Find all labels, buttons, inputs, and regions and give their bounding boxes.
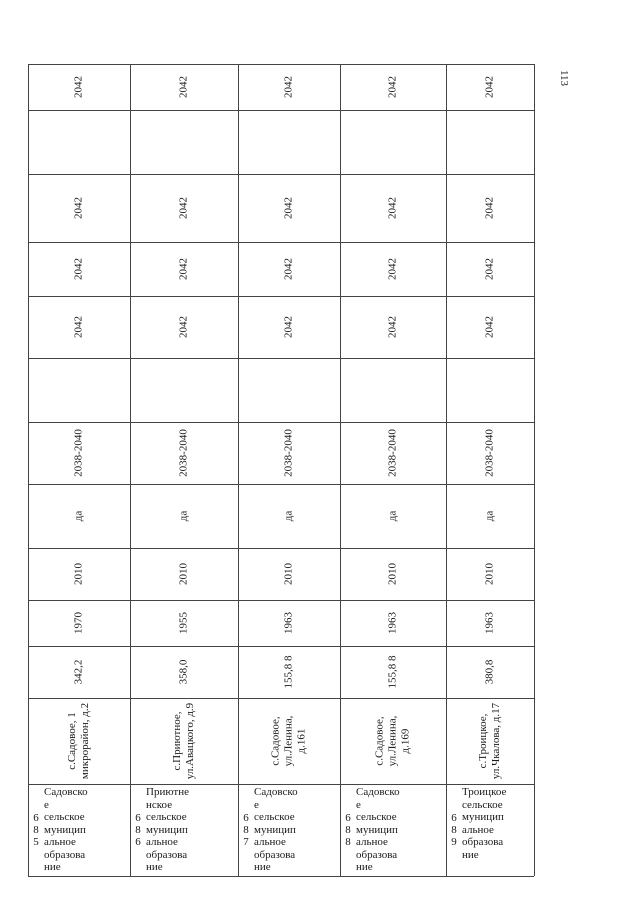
table-cell-y2: [238, 242, 340, 296]
table-cell-y3: [446, 174, 534, 242]
table-cell-year-repair: [340, 548, 446, 600]
table-cell-y4: [446, 110, 534, 174]
table-cell-period: [238, 422, 340, 484]
row-number-digit: 9: [451, 836, 457, 848]
municipality-name: [356, 786, 400, 874]
table-cell-flag: [446, 484, 534, 548]
y3-value: 2042: [386, 197, 399, 219]
table-cell-y5: [130, 64, 238, 110]
y5-value: 2042: [282, 76, 295, 98]
y3-value: 2042: [72, 197, 85, 219]
row-number-digit: 6: [451, 812, 457, 824]
y5-value: 2042: [386, 76, 399, 98]
year-repair-value: 2010: [282, 563, 295, 585]
municipality-line: альное: [462, 823, 494, 836]
municipality-name: [254, 786, 298, 874]
period-value: 2038-2040: [282, 429, 295, 477]
table-cell-flag: [28, 484, 130, 548]
row-number: [342, 812, 354, 848]
table-cell-area: [446, 646, 534, 698]
year-built-value: 1963: [282, 612, 295, 634]
municipality-line: альное: [146, 836, 178, 848]
year-built-value: 1955: [177, 612, 190, 634]
municipality-line: Садовско: [356, 786, 400, 798]
table-cell-y3: [238, 174, 340, 242]
table-cell-year-repair: [238, 548, 340, 600]
address-value: с.Садовое, ул.Ленина, д.161: [269, 715, 308, 767]
row-number: [240, 812, 252, 848]
period-value: 2038-2040: [386, 429, 399, 477]
y5-value: 2042: [177, 76, 190, 98]
row-number: [30, 812, 42, 848]
y1-value: 2042: [282, 316, 295, 338]
table-cell-municipality: [340, 784, 446, 876]
municipality-line: муницип: [254, 823, 296, 836]
table-cell-area: [28, 646, 130, 698]
y1-value: 2042: [177, 316, 190, 338]
year-repair-value: 2010: [72, 563, 85, 585]
period-value: 2038-2040: [72, 429, 85, 477]
y1-value: 2042: [72, 316, 85, 338]
table-cell-col-empty: [340, 358, 446, 422]
flag-value: да: [177, 510, 190, 522]
year-repair-value: 2010: [386, 563, 399, 585]
table-rule: [534, 64, 535, 876]
municipality-line: ние: [44, 861, 61, 873]
municipality-line: сельское: [462, 798, 503, 811]
table-cell-period: [28, 422, 130, 484]
period-value: 2038-2040: [483, 429, 496, 477]
table-cell-y5: [446, 64, 534, 110]
row-number-digit: 6: [135, 812, 141, 824]
table-cell-period: [340, 422, 446, 484]
flag-value: да: [72, 510, 85, 522]
row-number-digit: 6: [243, 812, 249, 824]
table-cell-year-built: [340, 600, 446, 646]
y2-value: 2042: [282, 258, 295, 280]
table-cell-address: [446, 698, 534, 784]
area-value: 380,8: [483, 659, 496, 685]
municipality-line: образова: [44, 848, 86, 861]
area-value: 342,2: [72, 659, 85, 685]
table-cell-y3: [340, 174, 446, 242]
row-number-digit: 8: [33, 824, 39, 836]
row-number-digit: 7: [243, 836, 249, 848]
table-cell-y4: [340, 110, 446, 174]
area-value: 358,0: [177, 659, 190, 685]
table-cell-year-repair: [130, 548, 238, 600]
municipality-line: Садовско: [44, 786, 88, 798]
municipality-line: ние: [462, 848, 479, 861]
municipality-line: муницип: [462, 811, 504, 823]
table-cell-flag: [238, 484, 340, 548]
period-value: 2038-2040: [177, 429, 190, 477]
table-cell-address: [340, 698, 446, 784]
table-cell-municipality: [446, 784, 534, 876]
municipality-name: [44, 786, 88, 874]
municipality-line: образова: [356, 848, 398, 861]
table-cell-y3: [130, 174, 238, 242]
y1-value: 2042: [483, 316, 496, 338]
municipality-line: е: [356, 798, 361, 811]
address-value: с.Садовое, ул.Ленина, д.169: [373, 715, 412, 767]
municipality-line: сельское: [356, 811, 397, 823]
address-value: с.Приютное, ул.Авацкого, д.9: [171, 702, 196, 780]
table-cell-y5: [28, 64, 130, 110]
row-number-digit: 8: [345, 824, 351, 836]
table-cell-area: [340, 646, 446, 698]
table-cell-address: [238, 698, 340, 784]
table-cell-municipality: [238, 784, 340, 876]
municipality-line: альное: [254, 836, 286, 848]
municipality-line: Приютне: [146, 786, 189, 798]
table-cell-col-empty: [130, 358, 238, 422]
table-cell-year-built: [238, 600, 340, 646]
flag-value: да: [483, 510, 496, 522]
municipality-line: сельское: [254, 811, 295, 823]
table-cell-year-repair: [28, 548, 130, 600]
row-number-digit: 8: [135, 824, 141, 836]
y3-value: 2042: [177, 197, 190, 219]
table-cell-y1: [238, 296, 340, 358]
y5-value: 2042: [72, 76, 85, 98]
y1-value: 2042: [386, 316, 399, 338]
table-cell-col-empty: [238, 358, 340, 422]
table-cell-y3: [28, 174, 130, 242]
table-cell-period: [446, 422, 534, 484]
municipality-line: ние: [146, 861, 163, 873]
row-number: [448, 812, 460, 848]
y2-value: 2042: [386, 258, 399, 280]
table-cell-year-built: [28, 600, 130, 646]
municipality-line: е: [254, 798, 259, 811]
table-cell-y1: [28, 296, 130, 358]
municipality-line: ние: [356, 861, 373, 873]
y3-value: 2042: [483, 197, 496, 219]
year-repair-value: 2010: [177, 563, 190, 585]
table-cell-area: [130, 646, 238, 698]
municipality-line: образова: [462, 836, 504, 848]
table-cell-y2: [446, 242, 534, 296]
table-cell-y5: [238, 64, 340, 110]
municipality-name: [146, 786, 189, 874]
row-number-digit: 5: [33, 836, 39, 848]
address-value: с.Троицкое, ул.Чкалова, д.17: [477, 702, 502, 780]
municipality-line: ние: [254, 861, 271, 873]
table-cell-year-repair: [446, 548, 534, 600]
municipality-line: нское: [146, 798, 173, 811]
municipality-line: муницип: [356, 823, 398, 836]
municipality-line: альное: [356, 836, 388, 848]
area-value: 155,8 8: [282, 655, 295, 689]
table-cell-period: [130, 422, 238, 484]
municipality-line: образова: [254, 848, 296, 861]
municipality-line: Садовско: [254, 786, 298, 798]
municipality-line: Троицкое: [462, 786, 507, 798]
row-number: [132, 812, 144, 848]
row-number-digit: 8: [451, 824, 457, 836]
municipality-line: образова: [146, 848, 188, 861]
municipality-line: муницип: [44, 823, 86, 836]
year-built-value: 1963: [483, 612, 496, 634]
table-cell-address: [130, 698, 238, 784]
table-cell-year-built: [446, 600, 534, 646]
table-cell-y2: [130, 242, 238, 296]
municipality-line: сельское: [146, 811, 187, 823]
y5-value: 2042: [483, 76, 496, 98]
table-cell-municipality: [28, 784, 130, 876]
table-cell-y4: [28, 110, 130, 174]
flag-value: да: [386, 510, 399, 522]
table-cell-area: [238, 646, 340, 698]
table-cell-col-empty: [28, 358, 130, 422]
table-cell-year-built: [130, 600, 238, 646]
y2-value: 2042: [72, 258, 85, 280]
year-built-value: 1963: [386, 612, 399, 634]
row-number-digit: 6: [345, 812, 351, 824]
row-number-digit: 8: [243, 824, 249, 836]
municipality-line: альное: [44, 836, 76, 848]
municipality-line: сельское: [44, 811, 85, 823]
table-cell-y4: [238, 110, 340, 174]
y2-value: 2042: [177, 258, 190, 280]
table-cell-municipality: [130, 784, 238, 876]
year-built-value: 1970: [72, 612, 85, 634]
row-number-digit: 8: [345, 836, 351, 848]
municipality-line: е: [44, 798, 49, 811]
data-table: [28, 64, 534, 876]
table-cell-flag: [340, 484, 446, 548]
address-value: с.Садовое, 1 микрорайон, д.2: [66, 702, 91, 780]
y2-value: 2042: [483, 258, 496, 280]
y3-value: 2042: [282, 197, 295, 219]
row-number-digit: 6: [33, 812, 39, 824]
table-cell-y1: [446, 296, 534, 358]
table-cell-y2: [28, 242, 130, 296]
row-number-digit: 6: [135, 836, 141, 848]
table-cell-y5: [340, 64, 446, 110]
table-cell-flag: [130, 484, 238, 548]
table-cell-y1: [130, 296, 238, 358]
table-rule: [28, 876, 534, 877]
table-cell-y2: [340, 242, 446, 296]
table-cell-y4: [130, 110, 238, 174]
table-cell-col-empty: [446, 358, 534, 422]
municipality-line: муницип: [146, 823, 188, 836]
page-number: 113: [558, 69, 571, 87]
year-repair-value: 2010: [483, 563, 496, 585]
area-value: 155,8 8: [386, 655, 399, 689]
flag-value: да: [282, 510, 295, 522]
table-cell-address: [28, 698, 130, 784]
table-cell-y1: [340, 296, 446, 358]
municipality-name: [462, 786, 506, 861]
